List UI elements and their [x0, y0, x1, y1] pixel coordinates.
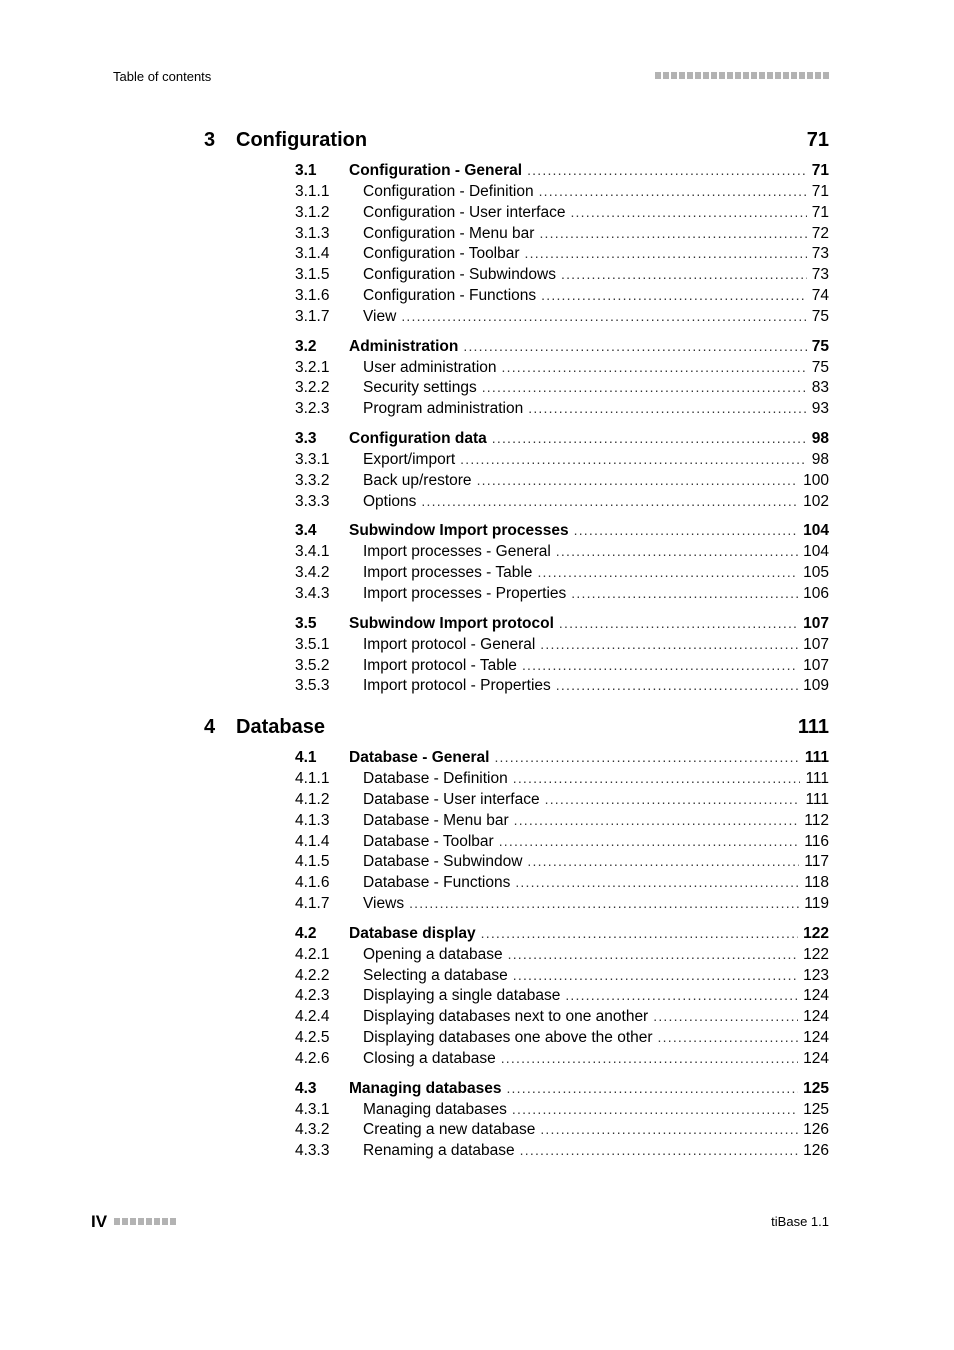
subsection-entry-title: Import processes - Properties: [363, 585, 567, 602]
subsection-entry-page: 104: [803, 543, 829, 561]
section-entry: [295, 338, 829, 359]
subsection-entry-title: Import protocol - Table: [363, 656, 517, 674]
section-entry: [295, 925, 829, 946]
subsection-entry-number: 3.4.1: [295, 543, 330, 561]
subsection-entry-page: 116: [804, 832, 829, 850]
dot-leader: [477, 472, 799, 488]
section-entry-title: Managing databases: [349, 1079, 502, 1097]
section-entry: [295, 430, 829, 451]
subsection-entry: [295, 1121, 829, 1142]
dot-leader: [565, 987, 798, 1003]
chapter-title: Database: [236, 716, 325, 739]
subsection-entry-number: 4.1.2: [295, 791, 330, 808]
decorative-square: [170, 1218, 176, 1225]
subsection-entry-page: 111: [805, 770, 829, 788]
section-entry-page: 104: [803, 522, 829, 540]
subsection-entry-title: Closing a database: [363, 1049, 496, 1067]
subsection-entry-page: 119: [804, 895, 829, 912]
subsection-entry: [295, 987, 829, 1008]
subsection-entry-title: Configuration - User interface: [363, 203, 566, 221]
decorative-square: [743, 72, 749, 79]
chapter-number: 3: [204, 129, 216, 151]
dot-leader: [499, 833, 800, 849]
subsection-entry-number: 3.3.2: [295, 471, 330, 489]
page-header: [113, 69, 829, 87]
section-entry-page: 111: [804, 749, 829, 767]
section-entry-page: 125: [803, 1079, 829, 1097]
chapter-title: Configuration: [236, 129, 368, 151]
dot-leader: [537, 564, 798, 580]
decorative-square: [687, 72, 693, 79]
dot-leader: [502, 359, 807, 375]
decorative-square: [767, 72, 773, 79]
subsection-entry: [295, 225, 829, 246]
subsection-entry-title: Export/import: [363, 451, 456, 468]
subsection-entry-number: 4.2.1: [295, 945, 330, 963]
subsection-entry-number: 3.3.3: [295, 492, 330, 510]
subsection-entry: [295, 400, 829, 421]
decorative-square: [703, 72, 709, 79]
subsection-entry-page: 72: [811, 224, 829, 242]
subsection-entry-number: 4.3.3: [295, 1142, 330, 1160]
subsection-entry-title: Managing databases: [363, 1100, 507, 1118]
chapter-heading: [204, 129, 829, 155]
chapter-number: 4: [204, 716, 216, 739]
decorative-square: [759, 72, 765, 79]
subsection-entry-title: Database - Subwindow: [363, 853, 523, 871]
subsection-entry: [295, 359, 829, 380]
subsection-entry-title: Opening a database: [363, 945, 503, 963]
subsection-entry-number: 4.1.7: [295, 895, 330, 912]
dot-leader: [527, 853, 799, 869]
subsection-entry: [295, 245, 829, 266]
subsection-entry-title: Configuration - Subwindows: [363, 266, 556, 284]
dot-leader: [561, 266, 807, 282]
dot-leader: [540, 1121, 798, 1137]
page-number: IV: [91, 1212, 108, 1231]
decorative-square: [735, 72, 741, 79]
subsection-entry-page: 112: [804, 811, 829, 829]
subsection-entry-title: User administration: [363, 358, 497, 376]
subsection-entry: [295, 1050, 829, 1071]
subsection-entry-number: 4.1.4: [295, 832, 330, 850]
subsection-entry: [295, 677, 829, 698]
subsection-entry-page: 118: [804, 874, 829, 892]
subsection-entry: [295, 543, 829, 564]
dot-leader: [539, 225, 806, 241]
dot-leader: [527, 162, 807, 178]
decorative-square: [663, 72, 669, 79]
product-name: tiBase 1.1: [771, 1214, 829, 1229]
subsection-entry: [295, 308, 829, 329]
dot-leader: [501, 1050, 798, 1066]
section-entry-number: 4.3: [295, 1079, 317, 1097]
subsection-entry-title: Views: [363, 895, 405, 912]
subsection-entry-number: 3.1.4: [295, 245, 330, 263]
subsection-entry: [295, 1029, 829, 1050]
subsection-entry-title: Configuration - Menu bar: [363, 224, 535, 242]
subsection-entry-number: 4.1.1: [295, 770, 330, 788]
dot-leader: [494, 749, 799, 765]
section-entry-number: 3.1: [295, 162, 317, 179]
subsection-entry-number: 4.1.3: [295, 811, 330, 829]
dot-leader: [506, 1080, 798, 1096]
dot-leader: [658, 1029, 799, 1045]
subsection-entry-number: 3.3.1: [295, 451, 330, 468]
dot-leader: [460, 451, 807, 467]
chapter-heading: [204, 716, 829, 742]
subsection-entry: [295, 636, 829, 657]
decorative-square: [130, 1218, 136, 1225]
header-decorative-squares: [655, 72, 829, 79]
dot-leader: [492, 430, 807, 446]
subsection-entry: [295, 874, 829, 895]
section-entry-title: Database display: [349, 924, 476, 942]
section-entry-title: Configuration - General: [349, 162, 523, 179]
subsection-entry-number: 3.1.5: [295, 266, 330, 284]
subsection-entry-page: 125: [803, 1100, 829, 1118]
decorative-square: [138, 1218, 144, 1225]
subsection-entry-page: 73: [811, 245, 829, 263]
dot-leader: [514, 812, 800, 828]
subsection-entry: [295, 895, 829, 916]
subsection-entry: [295, 657, 829, 678]
dot-leader: [541, 287, 807, 303]
subsection-entry-number: 4.2.6: [295, 1049, 330, 1067]
subsection-entry-title: Displaying databases one above the other: [363, 1029, 653, 1046]
subsection-entry-number: 3.2.1: [295, 358, 330, 376]
subsection-entry: [295, 791, 829, 812]
subsection-entry: [295, 1101, 829, 1122]
subsection-entry-page: 111: [805, 791, 829, 808]
dot-leader: [481, 925, 798, 941]
section-entry-title: Database - General: [349, 749, 490, 767]
subsection-entry-title: Creating a new database: [363, 1121, 536, 1139]
dot-leader: [421, 493, 798, 509]
section-entry-page: 107: [803, 614, 829, 632]
subsection-entry-page: 106: [803, 585, 829, 602]
subsection-entry: [295, 967, 829, 988]
decorative-square: [799, 72, 805, 79]
dot-leader: [515, 874, 799, 890]
subsection-entry-page: 109: [803, 677, 829, 695]
page-footer: [91, 1212, 829, 1232]
decorative-square: [695, 72, 701, 79]
decorative-square: [791, 72, 797, 79]
subsection-entry-title: Database - Definition: [363, 770, 508, 788]
footer-decorative-squares: [114, 1218, 176, 1225]
decorative-square: [154, 1218, 160, 1225]
subsection-entry-title: Selecting a database: [363, 966, 508, 984]
subsection-entry: [295, 833, 829, 854]
subsection-entry: [295, 770, 829, 791]
subsection-entry-number: 4.1.5: [295, 853, 330, 871]
section-entry: [295, 162, 829, 183]
subsection-entry-page: 71: [811, 203, 829, 221]
subsection-entry: [295, 493, 829, 514]
decorative-square: [711, 72, 717, 79]
section-entry-title: Subwindow Import processes: [349, 522, 569, 540]
decorative-square: [807, 72, 813, 79]
subsection-entry: [295, 1142, 829, 1163]
subsection-entry-number: 3.1.6: [295, 287, 330, 304]
subsection-entry-title: Import processes - General: [363, 543, 551, 561]
dot-leader: [556, 543, 798, 559]
section-entry: [295, 522, 829, 543]
subsection-entry-title: Database - Functions: [363, 874, 511, 892]
dot-leader: [653, 1008, 798, 1024]
subsection-entry-number: 4.2.4: [295, 1008, 330, 1026]
subsection-entry-number: 3.1.3: [295, 224, 330, 242]
dot-leader: [463, 338, 806, 354]
section-entry-title: Subwindow Import protocol: [349, 614, 554, 632]
subsection-entry: [295, 946, 829, 967]
section-entry-page: 122: [803, 924, 829, 942]
subsection-entry-title: Configuration - Functions: [363, 287, 537, 304]
subsection-entry-page: 124: [803, 1049, 829, 1067]
subsection-entry-page: 102: [803, 492, 829, 510]
subsection-entry-page: 105: [803, 564, 829, 582]
subsection-entry-page: 73: [811, 266, 829, 284]
subsection-entry-page: 126: [803, 1121, 829, 1139]
subsection-entry-title: Options: [363, 492, 417, 510]
subsection-entry-page: 75: [811, 307, 829, 325]
decorative-square: [783, 72, 789, 79]
section-entry-page: 71: [811, 162, 829, 179]
subsection-entry-number: 3.4.2: [295, 564, 330, 582]
dot-leader: [571, 585, 798, 601]
subsection-entry-number: 3.1.2: [295, 203, 330, 221]
subsection-entry-title: Displaying databases next to one another: [363, 1008, 649, 1026]
dot-leader: [574, 522, 799, 538]
dot-leader: [570, 204, 806, 220]
subsection-entry-number: 3.5.1: [295, 635, 330, 653]
subsection-entry-number: 3.5.3: [295, 677, 330, 695]
subsection-entry-number: 4.2.5: [295, 1029, 330, 1046]
decorative-square: [114, 1218, 120, 1225]
subsection-entry: [295, 287, 829, 308]
decorative-square: [775, 72, 781, 79]
chapter-page: 111: [797, 716, 829, 739]
subsection-entry-title: Configuration - Toolbar: [363, 245, 520, 263]
subsection-entry-page: 74: [811, 287, 829, 304]
subsection-entry: [295, 812, 829, 833]
section-entry-title: Administration: [349, 337, 459, 355]
subsection-entry-page: 122: [803, 945, 829, 963]
subsection-entry-number: 3.1.7: [295, 307, 330, 325]
dot-leader: [482, 379, 807, 395]
dot-leader: [556, 677, 798, 693]
subsection-entry-page: 107: [803, 656, 829, 674]
subsection-entry-title: Database - Menu bar: [363, 811, 509, 829]
subsection-entry-number: 4.3.1: [295, 1100, 330, 1118]
subsection-entry: [295, 204, 829, 225]
subsection-entry: [295, 183, 829, 204]
dot-leader: [545, 791, 801, 807]
dot-leader: [559, 615, 798, 631]
dot-leader: [513, 770, 801, 786]
subsection-entry-title: Database - Toolbar: [363, 832, 494, 850]
subsection-entry-page: 107: [803, 635, 829, 653]
subsection-entry-page: 98: [811, 451, 829, 468]
subsection-entry: [295, 451, 829, 472]
subsection-entry-page: 93: [811, 400, 829, 418]
subsection-entry-page: 75: [811, 358, 829, 376]
subsection-entry: [295, 472, 829, 493]
subsection-entry-number: 4.3.2: [295, 1121, 330, 1139]
subsection-entry-title: Configuration - Definition: [363, 183, 534, 200]
section-entry-number: 3.3: [295, 430, 317, 447]
dot-leader: [520, 1142, 798, 1158]
section-entry-title: Configuration data: [349, 430, 487, 447]
dot-leader: [401, 308, 806, 324]
section-entry-number: 4.2: [295, 924, 317, 942]
subsection-entry-page: 126: [803, 1142, 829, 1160]
chapter-page: 71: [806, 129, 829, 151]
subsection-entry-number: 3.2.2: [295, 379, 330, 397]
decorative-square: [823, 72, 829, 79]
subsection-entry-number: 4.2.2: [295, 966, 330, 984]
subsection-entry-number: 4.1.6: [295, 874, 330, 892]
decorative-square: [671, 72, 677, 79]
decorative-square: [727, 72, 733, 79]
decorative-square: [146, 1218, 152, 1225]
subsection-entry-number: 3.2.3: [295, 400, 330, 418]
subsection-entry-title: Import processes - Table: [363, 564, 533, 582]
subsection-entry-page: 71: [811, 183, 829, 200]
section-entry-page: 98: [811, 430, 829, 447]
decorative-square: [679, 72, 685, 79]
section-entry: [295, 615, 829, 636]
subsection-entry-number: 4.2.3: [295, 987, 330, 1005]
subsection-entry-title: Program administration: [363, 400, 524, 418]
section-entry: [295, 749, 829, 770]
subsection-entry-page: 100: [803, 471, 829, 489]
decorative-square: [751, 72, 757, 79]
dot-leader: [522, 657, 798, 673]
subsection-entry: [295, 564, 829, 585]
section-entry: [295, 1080, 829, 1101]
section-entry-number: 4.1: [295, 749, 317, 767]
subsection-entry-page: 124: [803, 1008, 829, 1026]
dot-leader: [540, 636, 798, 652]
subsection-entry-title: Import protocol - General: [363, 635, 536, 653]
subsection-entry-title: Displaying a single database: [363, 987, 561, 1005]
section-entry-page: 75: [811, 337, 829, 355]
subsection-entry: [295, 1008, 829, 1029]
subsection-entry-page: 117: [804, 853, 829, 871]
dot-leader: [409, 895, 799, 911]
decorative-square: [162, 1218, 168, 1225]
dot-leader: [513, 967, 798, 983]
subsection-entry-number: 3.5.2: [295, 656, 330, 674]
dot-leader: [508, 946, 799, 962]
subsection-entry-page: 123: [803, 966, 829, 984]
subsection-entry-title: View: [363, 307, 397, 325]
subsection-entry-page: 124: [803, 987, 829, 1005]
decorative-square: [122, 1218, 128, 1225]
subsection-entry-page: 83: [811, 379, 829, 397]
decorative-square: [719, 72, 725, 79]
decorative-square: [815, 72, 821, 79]
subsection-entry-title: Import protocol - Properties: [363, 677, 551, 695]
subsection-entry: [295, 585, 829, 606]
subsection-entry-number: 3.4.3: [295, 585, 330, 602]
dot-leader: [525, 245, 807, 261]
subsection-entry-number: 3.1.1: [295, 183, 330, 200]
subsection-entry-title: Back up/restore: [363, 471, 472, 489]
subsection-entry-title: Database - User interface: [363, 791, 540, 808]
section-entry-number: 3.5: [295, 614, 317, 632]
section-entry-number: 3.2: [295, 337, 317, 355]
dot-leader: [512, 1101, 798, 1117]
dot-leader: [539, 183, 807, 199]
section-entry-number: 3.4: [295, 522, 317, 540]
header-title: Table of contents: [113, 69, 212, 84]
decorative-square: [655, 72, 661, 79]
subsection-entry-page: 124: [803, 1029, 829, 1046]
subsection-entry: [295, 853, 829, 874]
subsection-entry-title: Renaming a database: [363, 1142, 515, 1160]
subsection-entry-title: Security settings: [363, 379, 477, 397]
dot-leader: [528, 400, 807, 416]
subsection-entry: [295, 379, 829, 400]
subsection-entry: [295, 266, 829, 287]
